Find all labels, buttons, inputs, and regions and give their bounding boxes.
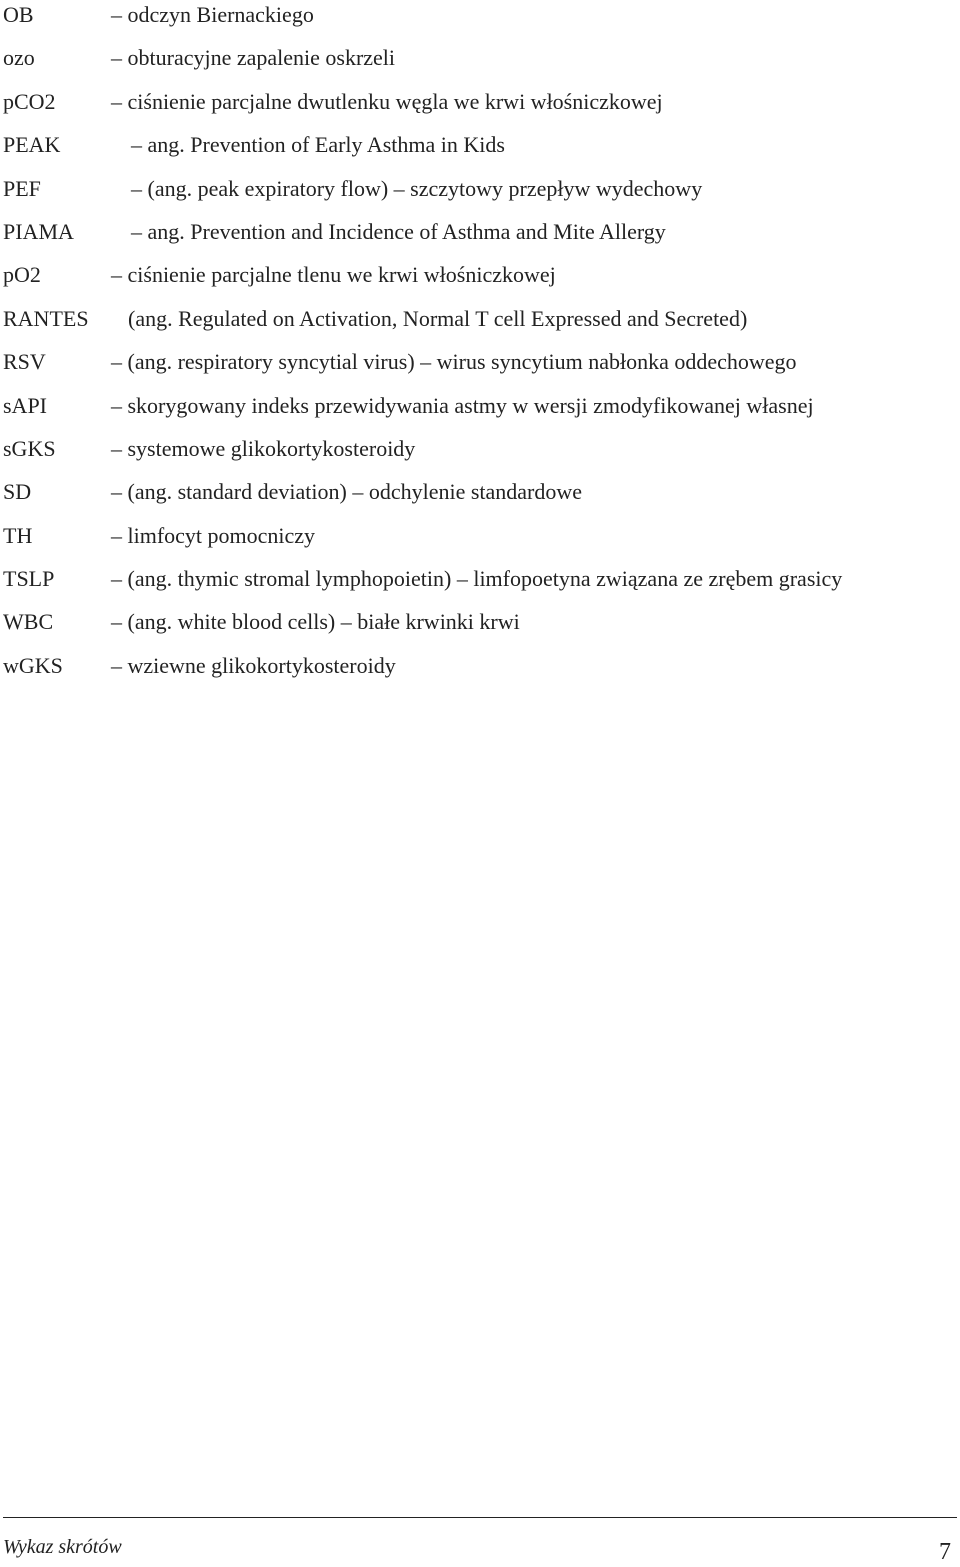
abbreviation-definition: – odczyn Biernackiego: [111, 2, 314, 27]
abbreviation-term: PEAK: [3, 132, 61, 158]
abbreviation-term: PIAMA: [3, 218, 74, 244]
abbreviation-definition: – limfocyt pomocniczy: [111, 522, 316, 548]
list-item: [3, 297, 960, 340]
list-item: [3, 0, 960, 36]
list-item: [3, 123, 960, 166]
abbreviation-definition: – ciśnienie parcjalne dwutlenku węgla we krwi włośniczkowej: [111, 88, 663, 114]
footer-divider: [3, 1517, 957, 1518]
abbreviation-term: wGKS: [3, 652, 63, 678]
abbreviation-term: TH: [3, 522, 33, 548]
list-item: [3, 557, 960, 600]
list-item: [3, 210, 960, 253]
list-item: [3, 514, 960, 557]
list-item: [3, 80, 960, 123]
abbreviation-definition: – ang. Prevention and Incidence of Asthma and Mite Allergy: [131, 218, 666, 244]
list-item: [3, 167, 960, 210]
abbreviation-term: sGKS: [3, 435, 56, 461]
abbreviation-definition: – obturacyjne zapalenie oskrzeli: [111, 45, 396, 71]
list-item: [3, 427, 960, 470]
abbreviation-term: RSV: [3, 349, 46, 375]
page-number: 7: [939, 1539, 951, 1565]
abbreviation-term: PEF: [3, 175, 41, 201]
abbreviation-definition: – (ang. white blood cells) – białe krwinki krwi: [111, 609, 520, 635]
abbreviation-definition: – ang. Prevention of Early Asthma in Kids: [131, 132, 505, 158]
list-item: [3, 644, 960, 687]
abbreviation-definition: – systemowe glikokortykosteroidy: [111, 435, 416, 461]
list-item: [3, 36, 960, 79]
abbreviation-definition: – (ang. respiratory syncytial virus) – wirus syncytium nabłonka oddechowego: [111, 349, 797, 375]
list-item: [3, 470, 960, 513]
abbreviation-term: sAPI: [3, 392, 48, 418]
abbreviation-definition: – (ang. thymic stromal lymphopoietin) – limfopoetyna związana ze zrębem grasicy: [111, 566, 843, 592]
list-item: [3, 340, 960, 383]
abbreviation-definition: – wziewne glikokortykosteroidy: [111, 652, 396, 678]
abbreviation-term: OB: [3, 2, 34, 27]
abbreviation-definition: – skorygowany indeks przewidywania astmy w wersji zmodyfikowanej własnej: [111, 392, 814, 418]
abbreviation-definition: – (ang. standard deviation) – odchylenie standardowe: [111, 479, 583, 505]
abbreviation-term: ozo: [3, 45, 35, 71]
list-item: [3, 600, 960, 643]
abbreviation-term: SD: [3, 479, 32, 505]
abbreviation-term: TSLP: [3, 566, 55, 592]
abbreviation-list: [3, 0, 960, 687]
list-item: [3, 253, 960, 296]
abbreviation-term: WBC: [3, 609, 54, 635]
footer-section-title: Wykaz skrótów: [3, 1536, 122, 1558]
abbreviation-term: pCO2: [3, 88, 56, 114]
abbreviation-definition: – ciśnienie parcjalne tlenu we krwi włośniczkowej: [111, 262, 556, 288]
abbreviation-term: RANTES: [3, 305, 89, 331]
abbreviation-definition: – (ang. peak expiratory flow) – szczytowy przepływ wydechowy: [131, 175, 703, 201]
abbreviation-definition: (ang. Regulated on Activation, Normal T cell Expressed and Secreted): [128, 305, 748, 331]
abbreviation-term: pO2: [3, 262, 41, 288]
list-item: [3, 384, 960, 427]
